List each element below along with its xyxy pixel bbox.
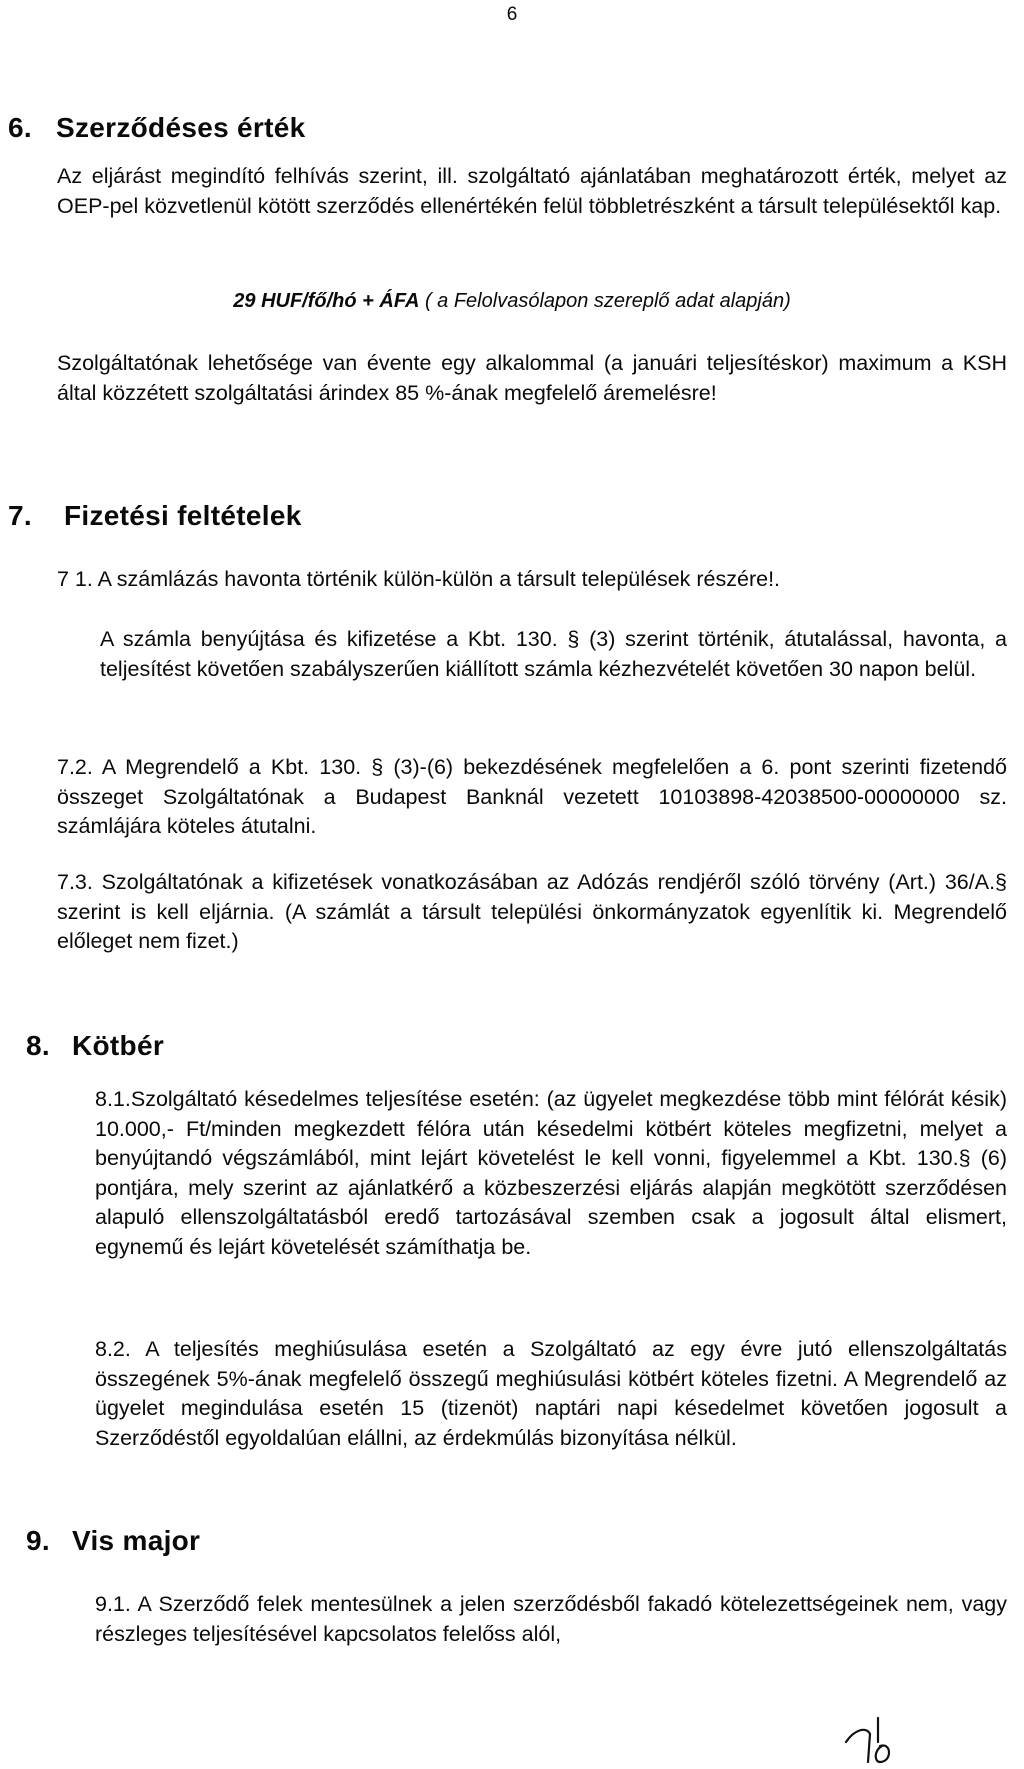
section-number: 9. <box>26 1525 50 1556</box>
section-7-heading <box>8 500 302 532</box>
section-8-heading <box>26 1030 164 1062</box>
price-line <box>0 290 1024 313</box>
section-6-paragraph-1: Az eljárást megindító felhívás szerint, ill. szolgáltató ajánlatában meghatározott érték, melyet az OEP-pel közvetlenül kötött szerződés ellenértékén felül többletrészként a társult településektől kap. <box>57 164 1007 218</box>
section-9-1-paragraph: 9.1. A Szerződő felek mentesülnek a jelen szerződésből fakadó kötelezettségeinek nem, vagy részleges teljesítésével kapcsolatos felelőss alól, <box>95 1592 1007 1646</box>
section-number: 7. <box>8 500 32 531</box>
price-note: ( a Felolvasólapon szereplő adat alapján) <box>419 290 791 312</box>
section-title: Kötbér <box>72 1030 165 1061</box>
price-value: 29 HUF/fő/hó + ÁFA <box>233 290 420 312</box>
section-9-heading <box>26 1525 200 1557</box>
section-6-paragraph-2: Szolgáltatónak lehetősége van évente egy alkalommal (a januári teljesítéskor) maximum a KSH által közzétett szolgáltatási árindex 85 %-ának megfelelő áremelésre! <box>57 351 1007 405</box>
section-title: Szerződéses érték <box>56 112 306 143</box>
section-8-2-paragraph: 8.2. A teljesítés meghiúsulása esetén a Szolgáltató az egy évre jutó ellenszolgáltatás összegének 5%-ának megfelelő összegű meghiúsulási kötbért köteles fizetni. A Megrendelő az ügyelet megindulása esetén 15 (tizenöt) naptári napi késedelmet követően jogosult a Szerződéstől egyoldalúan elállni, az érdekmúlás bizonyítása nélkül. <box>95 1337 1007 1450</box>
section-title: Vis major <box>72 1525 201 1556</box>
section-title: Fizetési feltételek <box>64 500 302 531</box>
page-number: 6 <box>506 4 518 25</box>
handwritten-initials-signature <box>840 1712 900 1766</box>
section-7-2-paragraph: 7.2. A Megrendelő a Kbt. 130. § (3)-(6) bekezdésének megfelelően a 6. pont szerinti fizetendő összeget Szolgáltatónak a Budapest Banknál vezetett 10103898-42038500-00000000 sz. számlájára köteles átutalni. <box>57 755 1007 838</box>
section-7-1-paragraph: 7 1. A számlázás havonta történik külön-külön a társult települések részére!. <box>57 567 781 591</box>
section-7-3-paragraph: 7.3. Szolgáltatónak a kifizetések vonatkozásában az Adózás rendjéről szóló törvény (Art.) 36/A.§ szerint is kell eljárnia. (A számlát a társult települési önkormányzatok egyenlítik ki. Megrendelő előleget nem fizet.) <box>57 870 1007 953</box>
section-7-1-detail: A számla benyújtása és kifizetése a Kbt. 130. § (3) szerint történik, átutalással, havonta, a teljesítést követően szabályszerűen kiállított számla kézhezvételét követően 30 napon belül. <box>100 627 1007 681</box>
section-8-1-paragraph: 8.1.Szolgáltató késedelmes teljesítése esetén: (az ügyelet megkezdése több mint félórát késik) 10.000,- Ft/minden megkezdett félóra után késedelmi kötbért köteles megfizetni, melyet a benyújtandó végszámlából, mint lejárt követelést le kell vonni, figyelemmel a Kbt. 130.§ (6) pontjára, mely szerint az ajánlatkérő a közbeszerzési eljárás alapján megkötött szerződésen alapuló ellenszolgáltatásból eredő tartozásával szemben csak a jogosult által elismert, egynemű és lejárt követelését számíthatja be. <box>95 1087 1007 1259</box>
section-number: 8. <box>26 1030 50 1061</box>
section-number: 6. <box>8 112 32 143</box>
section-6-heading <box>8 112 305 144</box>
